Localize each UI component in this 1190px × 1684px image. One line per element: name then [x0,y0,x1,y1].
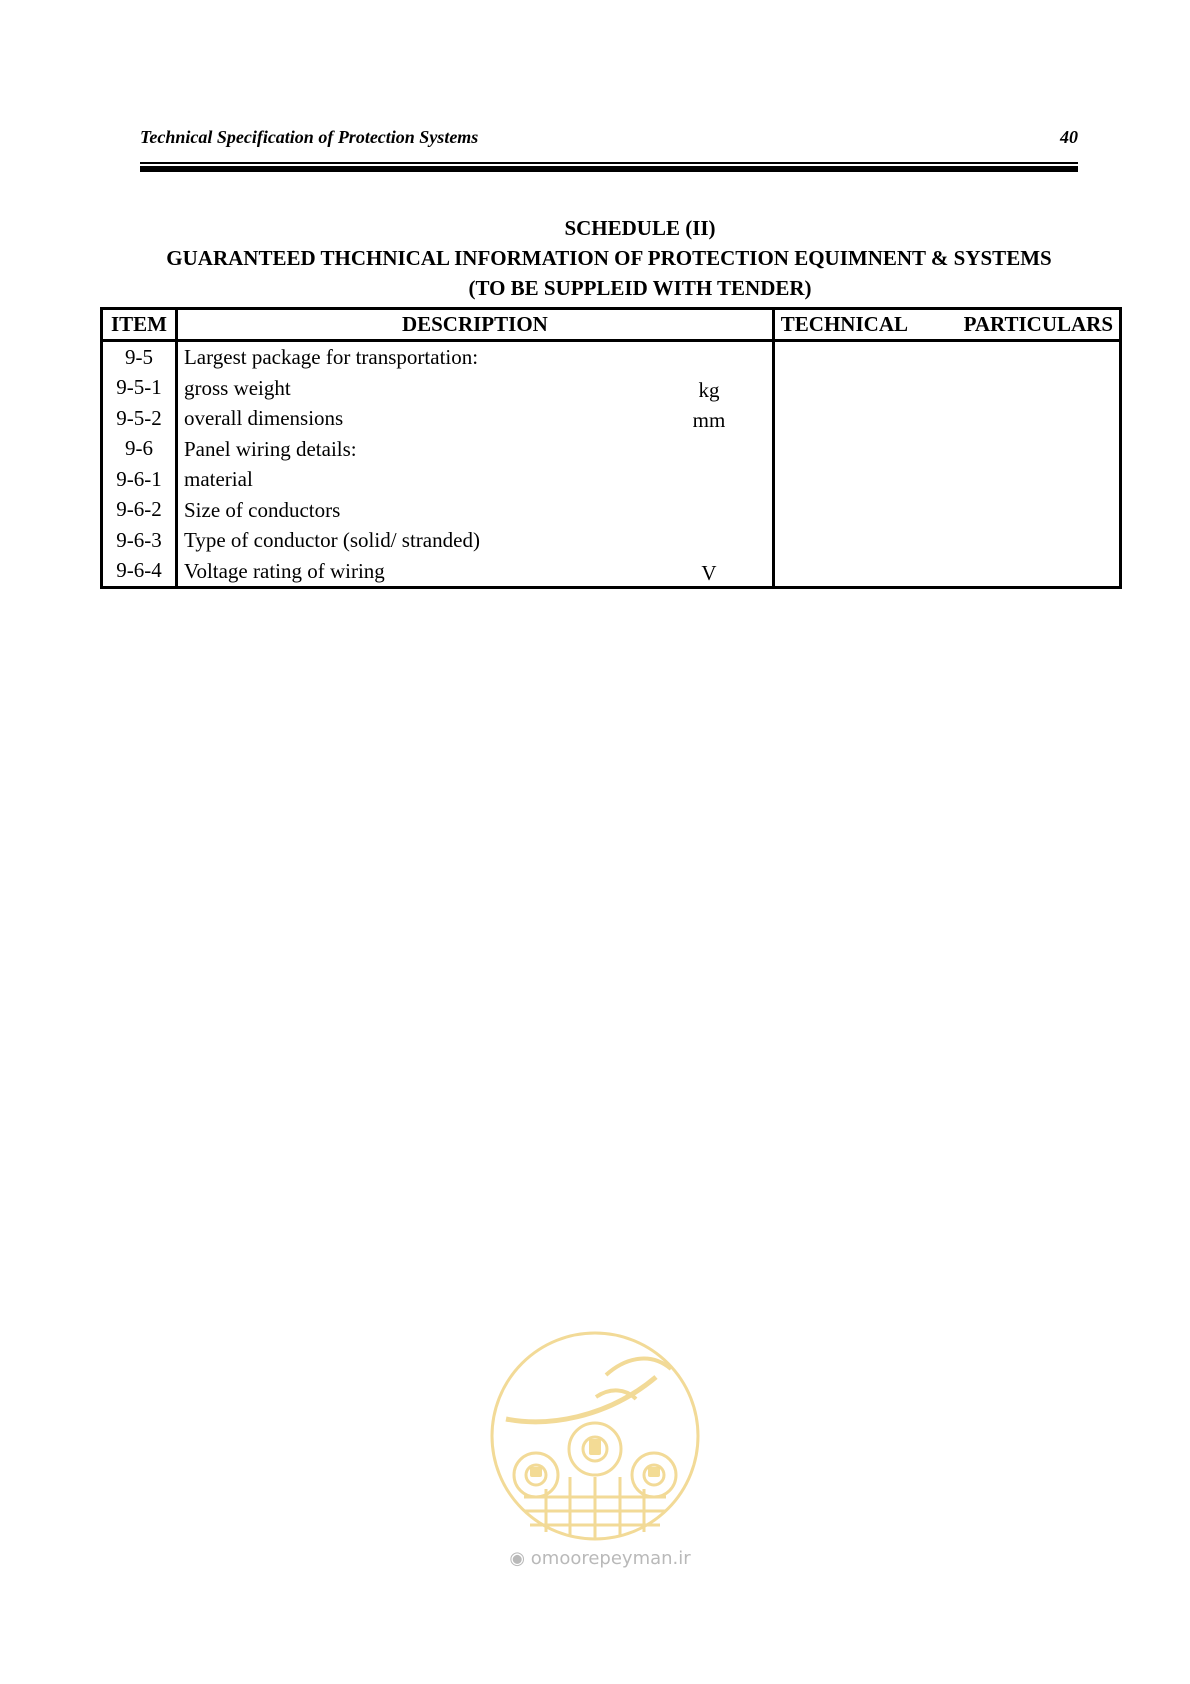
row-technical-particulars [773,556,1120,588]
table-row [102,464,1121,495]
globe-icon: ◉ [509,1548,526,1569]
row-description: Voltage rating of wiring [183,558,385,583]
row-description: overall dimensions [183,406,344,431]
row-description-cell [176,464,773,495]
row-technical-particulars [773,373,1120,404]
row-description: Panel wiring details: [183,436,357,461]
table-row [102,556,1121,588]
row-description-cell [176,341,773,373]
row-description-cell [176,373,773,404]
header-item: ITEM [102,309,177,341]
row-technical-particulars [773,525,1120,556]
row-description: gross weight [183,375,291,400]
row-description: material [183,467,253,492]
row-unit: V [701,560,717,585]
header-technical: TECHNICAL [780,312,908,336]
table-row [102,434,1121,465]
schedule-note: (TO BE SUPPLEID WITH TENDER) [468,276,812,300]
table-header-row [102,309,1121,341]
table-row [102,373,1121,404]
watermark-seal-icon [486,1327,704,1545]
page-number: 40 [1060,127,1078,147]
row-description: Type of conductor (solid/ stranded) [183,528,480,553]
header-particulars: PARTICULARS [963,312,1113,336]
table-row [102,403,1121,434]
row-technical-particulars [773,434,1120,465]
header-rule-thin [140,162,1078,164]
table-row [102,341,1121,373]
row-technical-particulars [773,341,1120,373]
row-item: 9-6-1 [102,464,177,495]
row-item: 9-6 [102,434,177,465]
row-description-cell [176,495,773,526]
row-item: 9-5 [102,341,177,373]
row-description: Largest package for transportation: [183,345,479,370]
row-technical-particulars [773,495,1120,526]
schedule-table [100,307,1122,589]
header-rule-thick [140,166,1078,172]
header-technical-particulars [773,309,1120,341]
row-item: 9-6-3 [102,525,177,556]
row-technical-particulars [773,464,1120,495]
watermark-site [500,1548,700,1569]
header-title: Technical Specification of Protection Systems [140,127,479,147]
schedule-subtitle: GUARANTEED THCHNICAL INFORMATION OF PROTECTION EQUIMNENT & SYSTEMS [166,246,1052,270]
row-item: 9-5-1 [102,373,177,404]
row-description-cell [176,525,773,556]
row-unit: kg [698,377,720,402]
table-row [102,495,1121,526]
table-row [102,525,1121,556]
page-header [140,125,1078,147]
schedule-titles [100,213,1180,303]
row-item: 9-6-2 [102,495,177,526]
row-description-cell [176,434,773,465]
row-description-cell [176,556,773,588]
schedule-title: SCHEDULE (II) [564,216,716,240]
header-description: DESCRIPTION [176,309,773,341]
row-item: 9-5-2 [102,403,177,434]
row-description-cell [176,403,773,434]
row-item: 9-6-4 [102,556,177,588]
row-unit: mm [692,408,726,433]
row-description: Size of conductors [183,497,341,522]
row-technical-particulars [773,403,1120,434]
watermark-logo [486,1327,704,1545]
watermark-site-text: omoorepeyman.ir [530,1548,691,1569]
